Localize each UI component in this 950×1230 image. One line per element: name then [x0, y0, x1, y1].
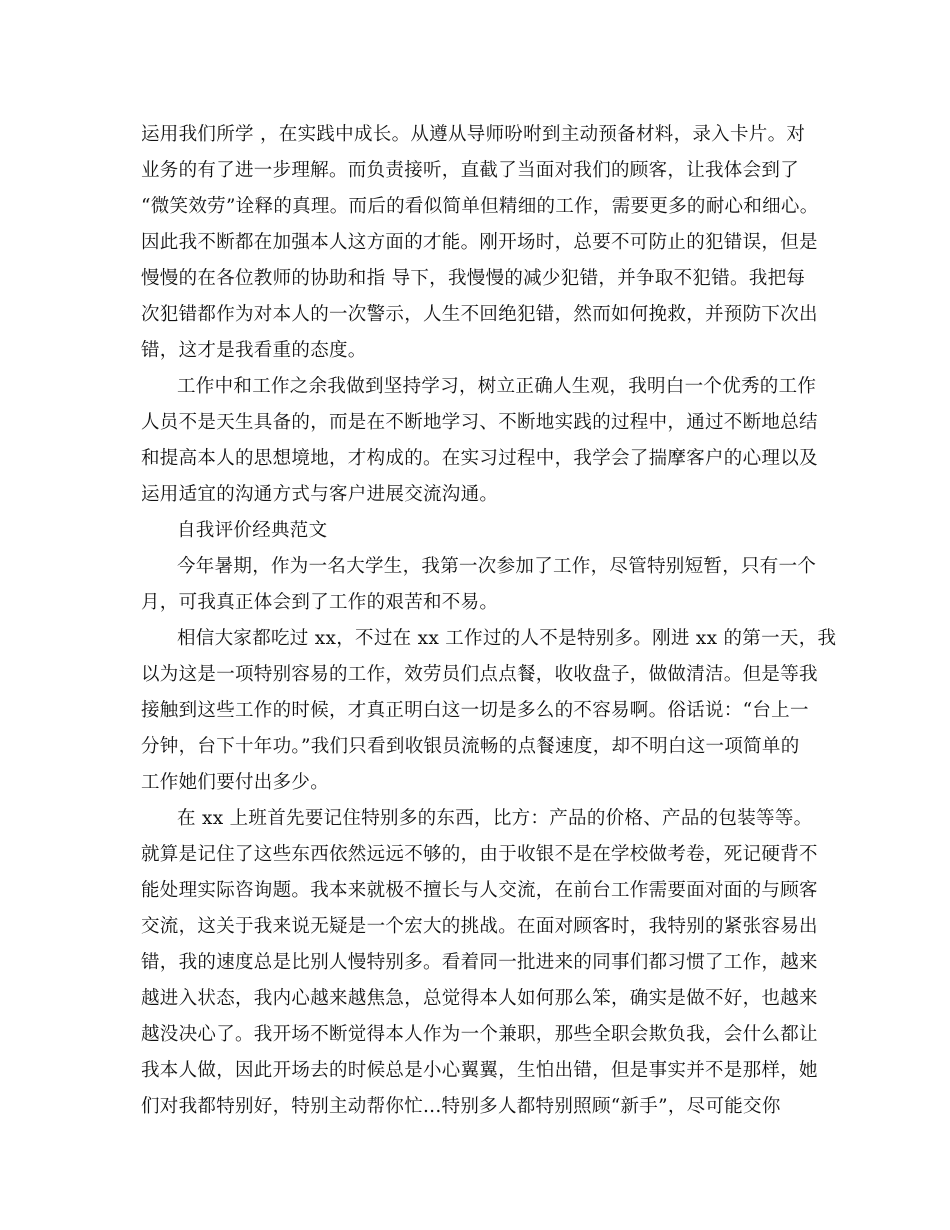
text-line: 工作中和工作之余我做到坚持学习，树立正确人生观，我明白一个优秀的工作 — [177, 376, 817, 397]
text-line: 运用我们所学 ，在实践中成长。从遵从导师吩咐到主动预备材料，录入卡片。对 — [141, 124, 806, 145]
text-line: 们对我都特别好，特别主动帮你忙...特别多人都特别照顾“新手”，尽可能交你 — [141, 1096, 781, 1117]
text-line: 越没决心了。我开场不断觉得本人作为一个兼职，那些全职会欺负我，会什么都让 — [141, 1024, 818, 1045]
text-line: 业务的有了进一步理解。而负责接听，直截了当面对我们的顾客，让我体会到了 — [141, 160, 800, 181]
text-line: 错，我的速度总是比别人慢特别多。看着同一批进来的同事们都习惯了工作，越来 — [141, 952, 818, 973]
text-line: 错，这才是我看重的态度。 — [141, 340, 367, 361]
text-line: 月，可我真正体会到了工作的艰苦和不易。 — [141, 592, 499, 613]
text-line: 次犯错都作为对本人的一次警示，人生不回绝犯错，然而如何挽救，并预防下次出 — [141, 304, 818, 325]
text-line: 运用适宜的沟通方式与客户进展交流沟通。 — [141, 484, 499, 505]
text-line: 分钟，台下十年功。”我们只看到收银员流畅的点餐速度，却不明白这一项简单的 — [141, 736, 800, 757]
text-line: 能处理实际咨询题。我本来就极不擅长与人交流，在前台工作需要面对面的与顾客 — [141, 880, 818, 901]
text-line: 相信大家都吃过 xx，不过在 xx 工作过的人不是特别多。刚进 xx 的第一天，我 — [177, 628, 837, 649]
text-line: 今年暑期，作为一名大学生，我第一次参加了工作，尽管特别短暂，只有一个 — [177, 556, 817, 577]
text-line: 因此我不断都在加强本人这方面的才能。刚开场时，总要不可防止的犯错误，但是 — [141, 232, 818, 253]
text-line: 交流，这关于我来说无疑是一个宏大的挑战。在面对顾客时，我特别的紧张容易出 — [141, 916, 818, 937]
section-heading: 自我评价经典范文 — [177, 520, 328, 541]
text-line: 越进入状态，我内心越来越焦急，总觉得本人如何那么笨，确实是做不好，也越来 — [141, 988, 818, 1009]
text-line: 慢慢的在各位教师的协助和指 导下，我慢慢的减少犯错，并争取不犯错。我把每 — [141, 268, 806, 289]
text-line: 人员不是天生具备的，而是在不断地学习、不断地实践的过程中，通过不断地总结 — [141, 412, 818, 433]
text-line: 以为这是一项特别容易的工作，效劳员们点点餐，收收盘子，做做清洁。但是等我 — [141, 664, 818, 685]
text-line: “微笑效劳”诠释的真理。而后的看似简单但精细的工作，需要更多的耐心和细心。 — [141, 196, 819, 217]
text-line: 我本人做，因此开场去的时候总是小心翼翼，生怕出错，但是事实并不是那样，她 — [141, 1060, 818, 1081]
document-body — [141, 117, 837, 1125]
text-line: 接触到这些工作的时候，才真正明白这一切是多么的不容易啊。俗话说：“台上一 — [141, 700, 809, 721]
text-line: 工作她们要付出多少。 — [141, 772, 330, 793]
text-line: 在 xx 上班首先要记住特别多的东西，比方：产品的价格、产品的包装等等。 — [177, 808, 813, 829]
text-line: 和提高本人的思想境地，才构成的。在实习过程中，我学会了揣摩客户的心理以及 — [141, 448, 818, 469]
text-line: 就算是记住了这些东西依然远远不够的，由于收银不是在学校做考卷，死记硬背不 — [141, 844, 818, 865]
